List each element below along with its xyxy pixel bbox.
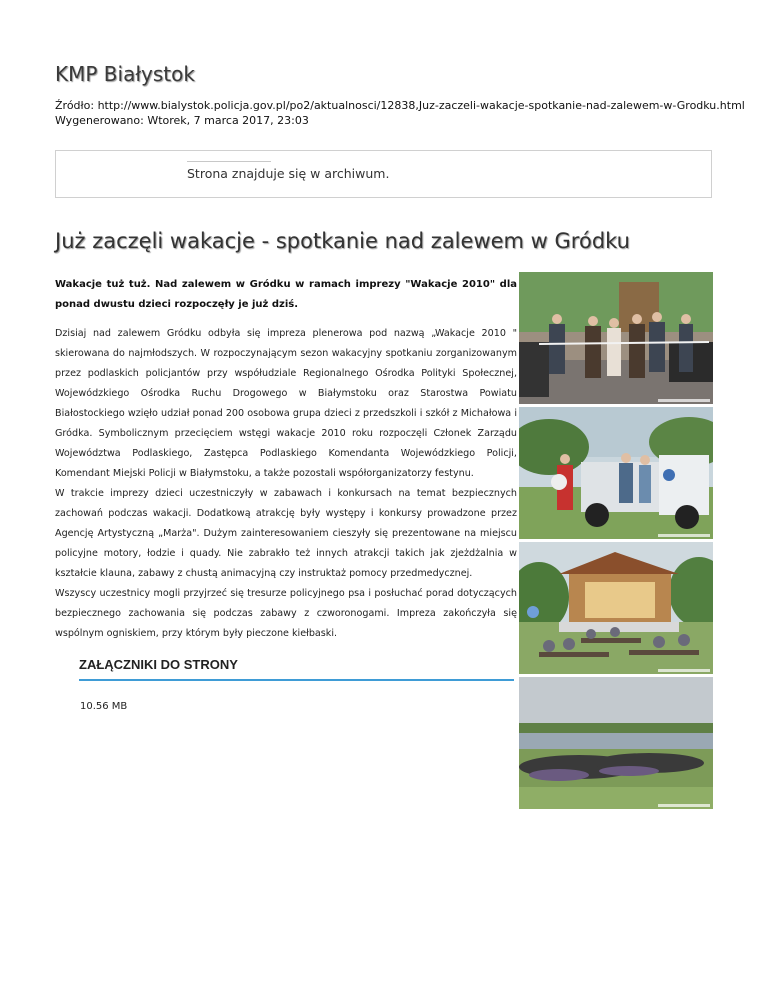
watermark bbox=[658, 669, 710, 672]
archive-notice: Strona znajduje się w archiwum. bbox=[187, 166, 390, 181]
site-title: KMP Białystok bbox=[55, 62, 195, 86]
photo-ribbon-cutting[interactable] bbox=[519, 272, 713, 404]
photo-gallery bbox=[519, 272, 713, 812]
archive-divider bbox=[187, 161, 271, 162]
watermark bbox=[658, 399, 710, 402]
article-body bbox=[55, 324, 517, 644]
article-paragraph: W trakcie imprezy dzieci uczestniczyły w zabawach i konkursach na temat bezpiecznych zachowań podczas wakacji. Dodatkową atrakcję były występy i konkursy prowadzone przez Agencję Artystyczną „Marża". Dużym zainteresowaniem cieszyły się prezentowane na miejscu policyjne motory, łodzie i quady. Nie zabrakło też innych atrakcji takich jak zjeżdżalnia w kształcie klauna, zabawy z chustą animacyjną czy instruktaż pomocy przedmedycznej. bbox=[55, 488, 517, 579]
generated-date: Wygenerowano: Wtorek, 7 marca 2017, 23:03 bbox=[55, 114, 309, 127]
photo-police-motorcycles[interactable] bbox=[519, 407, 713, 539]
article-paragraph: Wszyscy uczestnicy mogli przyjrzeć się tresurze policyjnego psa i posłuchać porad dotyczących bezpiecznego zachowania się podczas zabawy z czworonogami. Impreza zakończyła się wspólnym ogniskiem, przy którym były pieczone kiełbaski. bbox=[55, 588, 517, 639]
article-title: Już zaczęli wakacje - spotkanie nad zalewem w Gródku bbox=[55, 229, 630, 253]
photo-wooden-stage[interactable] bbox=[519, 542, 713, 674]
watermark bbox=[658, 534, 710, 537]
archive-notice-box bbox=[55, 150, 712, 198]
attachment-size[interactable]: 10.56 MB bbox=[80, 701, 128, 712]
source-url: Źródło: http://www.bialystok.policja.gov.pl/po2/aktualnosci/12838,Juz-zaczeli-wakacje-spotkanie-nad-zalewem-w-Grodku.html bbox=[55, 99, 745, 112]
page-meta bbox=[55, 98, 745, 128]
article-paragraph: Dzisiaj nad zalewem Gródku odbyła się impreza plenerowa pod nazwą „Wakacje 2010 " skierowana do najmłodszych. W rozpoczynającym sezon wakacyjny spotkaniu zorganizowanym przez podlaskich policjantów przy współudziale Regionalnego Ośrodka Polityki Społecznej, Wojewódzkiego Ośrodka Ruchu Drogowego w Białymstoku oraz Starostwa Powiatu Białostockiego wzięło udział ponad 200 osobowa grupa dzieci z przedszkoli i szkół z Michałowa i Gródka. Symbolicznym przecięciem wstęgi wakacje 2010 roku rozpoczęli Członek Zarządu Województwa Podlaskiego, Zastępca Podlaskiego Komendanta Wojewódzkiego Policji, Komendant Miejski Policji w Białymstoku, a także pozostali współorganizatorzy festynu. bbox=[55, 328, 517, 479]
attachments-divider bbox=[79, 679, 514, 681]
photo-crowd-lakeside[interactable] bbox=[519, 677, 713, 809]
attachments-heading: ZAŁĄCZNIKI DO STRONY bbox=[79, 657, 238, 672]
article-lead: Wakacje tuż tuż. Nad zalewem w Gródku w ramach imprezy "Wakacje 2010" dla ponad dwustu dzieci rozpoczęły je już dziś. bbox=[55, 279, 517, 310]
watermark bbox=[658, 804, 710, 807]
